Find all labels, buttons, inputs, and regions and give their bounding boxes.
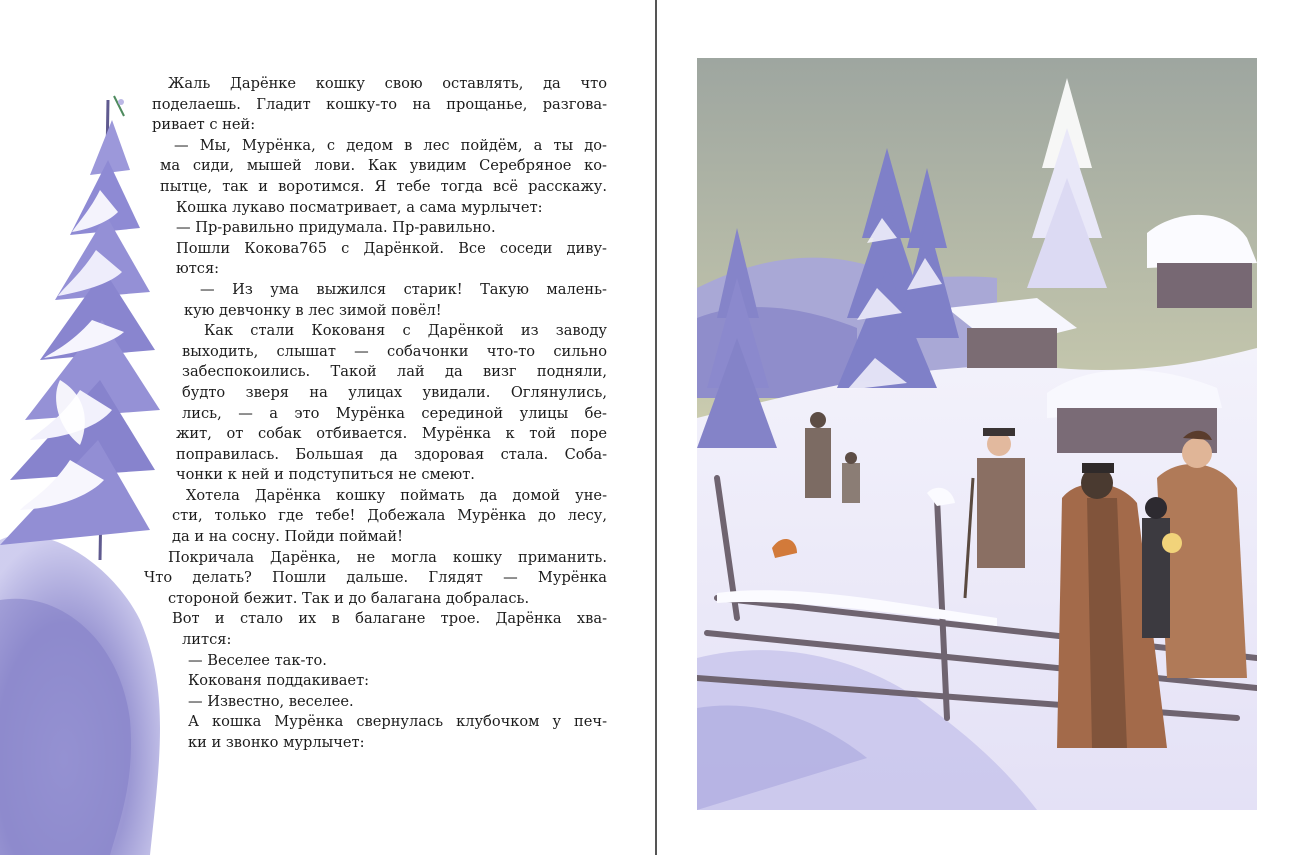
text-line: — Пр-равильно придумала. Пр-равильно. [176,219,496,237]
text-line: Что делать? Пошли дальше. Глядят — Мурёнка [144,569,607,587]
text-line: Кокованя поддакивает: [188,672,370,690]
text-line: сти, только где тебе! Добежала Мурёнка до лесу, [172,507,607,525]
text-line: выходить, слышат — собачонки что-то сильно [182,342,607,360]
text-line: поправилась. Большая да здоровая стала. Соба- [176,445,607,463]
text-line: кую девчонку в лес зимой повёл! [184,301,442,319]
text-line: — Известно, веселее. [188,692,354,710]
text-line: чонки к ней и подступиться не смеют. [176,466,475,484]
text-line: лись, — а это Мурёнка серединой улицы бе- [182,404,607,422]
text-line: — Мы, Мурёнка, с дедом в лес пойдём, а ты до- [174,136,607,154]
text-line: Хотела Дарёнка кошку поймать да домой уне- [186,486,607,504]
text-line: — Из ума выжился старик! Такую малень- [200,280,607,298]
text-line: Как стали Кокованя с Дарёнкой из заводу [204,322,607,340]
text-line: жит, от собак отбивается. Мурёнка к той поре [176,425,607,443]
text-line: пытце, так и воротимся. Я тебе тогда всё расскажу. [160,177,607,195]
text-line: ки и звонко мурлычет: [188,734,365,751]
text-line: да и на сосну. Пойди поймай! [172,528,403,546]
story-text [142,74,607,754]
text-line: Покричала Дарёнка, не могла кошку приманить. [168,548,607,566]
left-page [0,0,655,855]
text-line: ются: [176,260,220,278]
text-line: А кошка Мурёнка свернулась клубочком у печ- [188,713,607,731]
text-line: — Веселее так-то. [188,651,327,669]
text-line: лится: [182,631,232,649]
text-line: Кошка лукаво посматривает, а сама мурлычет: [176,198,543,216]
text-line: стороной бежит. Так и до балагана добралась. [168,589,530,607]
winter-scene-illustration [697,58,1257,810]
text-line: ривает с ней: [152,116,256,134]
winter-village-illustration-icon [697,58,1257,810]
text-line: Пошли Кокова765 с Дарёнкой. Все соседи диву- [176,239,607,257]
text-line: будто зверя на улицах увидали. Оглянулись, [182,383,607,401]
text-line: поделаешь. Гладит кошку-то на прощанье, разгова- [152,95,607,113]
text-line: ма сиди, мышей лови. Как увидим Серебряное ко- [160,157,607,175]
text-line: Вот и стало их в балагане трое. Дарёнка хва- [172,610,607,628]
text-line: забеспокоились. Такой лай да визг подняли, [182,363,607,381]
text-line: Жаль Дарёнке кошку свою оставлять, да что [168,75,607,92]
right-page [657,0,1313,855]
